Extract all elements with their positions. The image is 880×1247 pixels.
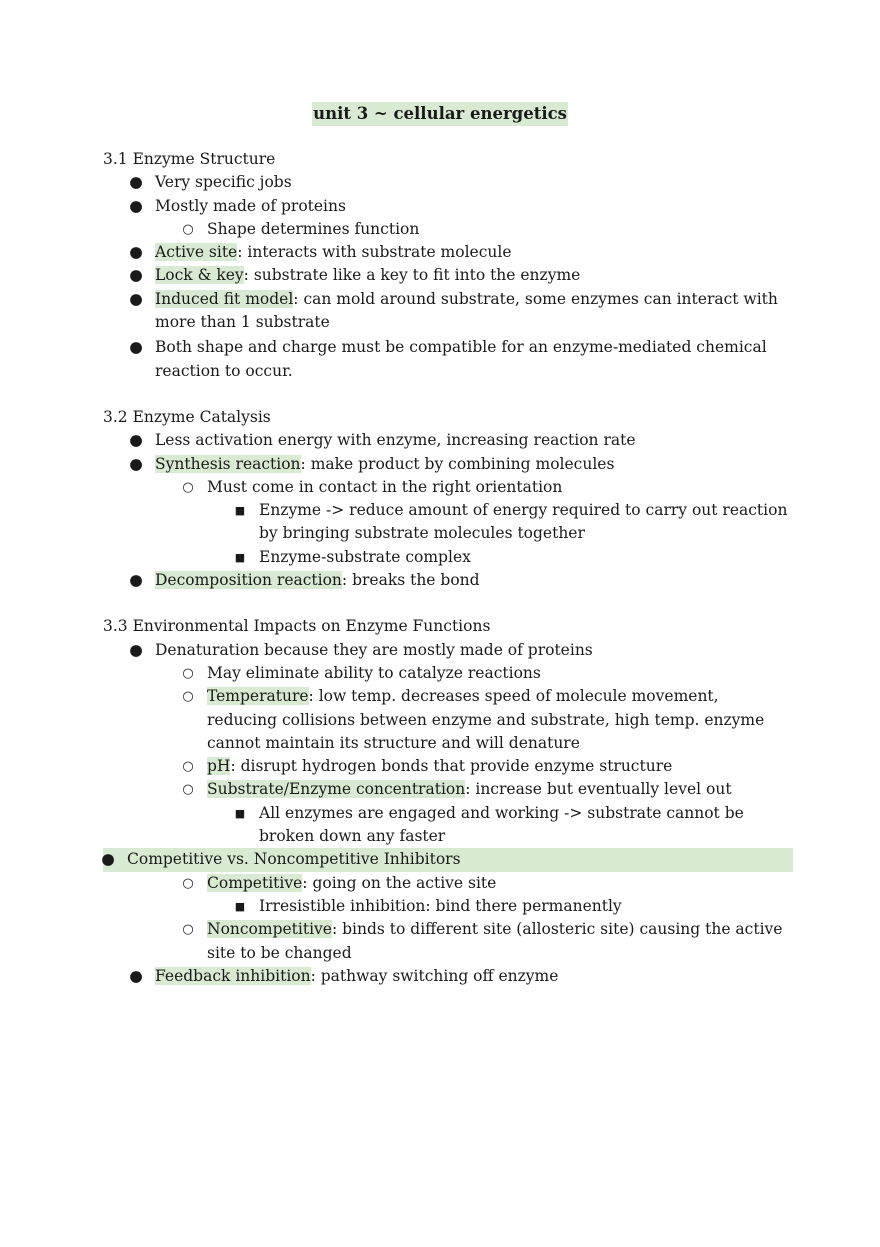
section-3-2-list-b [103,569,793,592]
list-item: ○ Competitive: going on the active site [103,872,793,895]
highlighted-term: Synthesis reaction [155,454,301,473]
circle-bullet-icon: ○ [182,922,194,938]
list-item: ● Mostly made of proteins [103,195,793,218]
bullet-icon: ● [129,196,143,215]
bullet-icon: ● [129,338,143,357]
list-item: ■ Irresistible inhibition: bind there permanently [103,895,793,918]
highlighted-term: pH [207,757,231,776]
bullet-icon: ● [129,289,143,308]
list-item: ○ pH: disrupt hydrogen bonds that provide enzyme structure [103,755,793,778]
section-3-1-list-b [103,241,793,383]
circle-bullet-icon: ○ [182,221,194,237]
bullet-icon: ● [101,850,115,869]
circle-bullet-icon: ○ [182,689,194,705]
circle-bullet-icon: ○ [182,479,194,495]
list-item: ■ Enzyme -> reduce amount of energy required to carry out reaction by bringing substrate molecules together [103,499,793,546]
circle-bullet-icon: ○ [182,665,194,681]
circle-bullet-icon: ○ [182,782,194,798]
notes-body [103,148,793,988]
bullet-icon: ● [129,243,143,262]
title-wrap [0,102,880,126]
square-bullet-icon: ■ [234,504,246,518]
section-heading-3-2: 3.2 Enzyme Catalysis [103,407,271,426]
highlighted-term: Noncompetitive [207,920,332,939]
bullet-icon: ● [129,640,143,659]
page-title: unit 3 ~ cellular energetics [312,102,568,126]
section-3-3-list-b [103,848,793,871]
list-item: ● Synthesis reaction: make product by combining molecules [103,453,793,476]
list-item: ○ Noncompetitive: binds to different site (allosteric site) causing the active site to be changed [103,918,793,965]
bullet-icon: ● [129,173,143,192]
highlighted-term: Induced fit model [155,289,294,308]
section-3-1-list [103,171,793,218]
bullet-icon: ● [129,966,143,985]
list-item-highlighted: ● Competitive vs. Noncompetitive Inhibitors [103,848,793,871]
list-item: ● Both shape and charge must be compatible for an enzyme-mediated chemical reaction to occur. [103,336,793,383]
list-item: ○ Shape determines function [103,218,793,241]
list-item: ● Active site: interacts with substrate molecule [103,241,793,264]
section-heading-3-1: 3.1 Enzyme Structure [103,150,276,168]
list-item: ○ Must come in contact in the right orientation [103,476,793,499]
highlighted-term: Lock & key [155,266,244,285]
section-3-3-list-c [103,965,793,988]
square-bullet-icon: ■ [234,899,246,913]
list-item: ● Less activation energy with enzyme, increasing reaction rate [103,429,793,452]
bullet-icon: ● [129,266,143,285]
highlighted-term: Active site [155,243,238,262]
bullet-icon: ● [129,454,143,473]
list-item: ○ May eliminate ability to catalyze reactions [103,662,793,685]
list-item: ● Induced fit model: can mold around substrate, some enzymes can interact with more than 1 substrate [103,288,793,335]
square-bullet-icon: ■ [234,550,246,564]
section-3-3-subsublist [103,802,793,849]
section-3-2-subsublist [103,499,793,569]
list-item: ● Decomposition reaction: breaks the bond [103,569,793,592]
list-item: ○ Substrate/Enzyme concentration: increase but eventually level out [103,778,793,801]
section-3-3-sublist-c [103,918,793,965]
highlighted-term: Competitive [207,873,303,892]
section-3-3-sublist-b [103,872,793,895]
highlighted-term: Temperature [207,687,309,706]
section-3-1-sublist [103,218,793,241]
bullet-icon: ● [129,571,143,590]
section-3-3-subsublist-b [103,895,793,918]
list-item: ■ All enzymes are engaged and working -> substrate cannot be broken down any faster [103,802,793,849]
circle-bullet-icon: ○ [182,759,194,775]
section-3-3-list [103,639,793,662]
section-3-3-sublist [103,662,793,802]
section-heading-3-3: 3.3 Environmental Impacts on Enzyme Functions [103,617,491,636]
list-item: ● Very specific jobs [103,171,793,194]
highlighted-term: Decomposition reaction [155,571,342,590]
list-item: ● Feedback inhibition: pathway switching off enzyme [103,965,793,988]
list-item: ● Lock & key: substrate like a key to fit into the enzyme [103,264,793,287]
section-3-2-list [103,429,793,476]
list-item: ■ Enzyme-substrate complex [103,546,793,569]
spacer [103,592,793,615]
circle-bullet-icon: ○ [182,875,194,891]
section-3-2-sublist [103,476,793,499]
highlighted-term: Substrate/Enzyme concentration [207,780,466,799]
bullet-icon: ● [129,431,143,450]
list-item: ○ Temperature: low temp. decreases speed of molecule movement, reducing collisions between enzyme and substrate, high temp. enzyme cannot maintain its structure and will denature [103,685,793,755]
list-item: ● Denaturation because they are mostly made of proteins [103,639,793,662]
highlighted-term: Feedback inhibition [155,966,311,985]
spacer [103,383,793,406]
square-bullet-icon: ■ [234,806,246,820]
